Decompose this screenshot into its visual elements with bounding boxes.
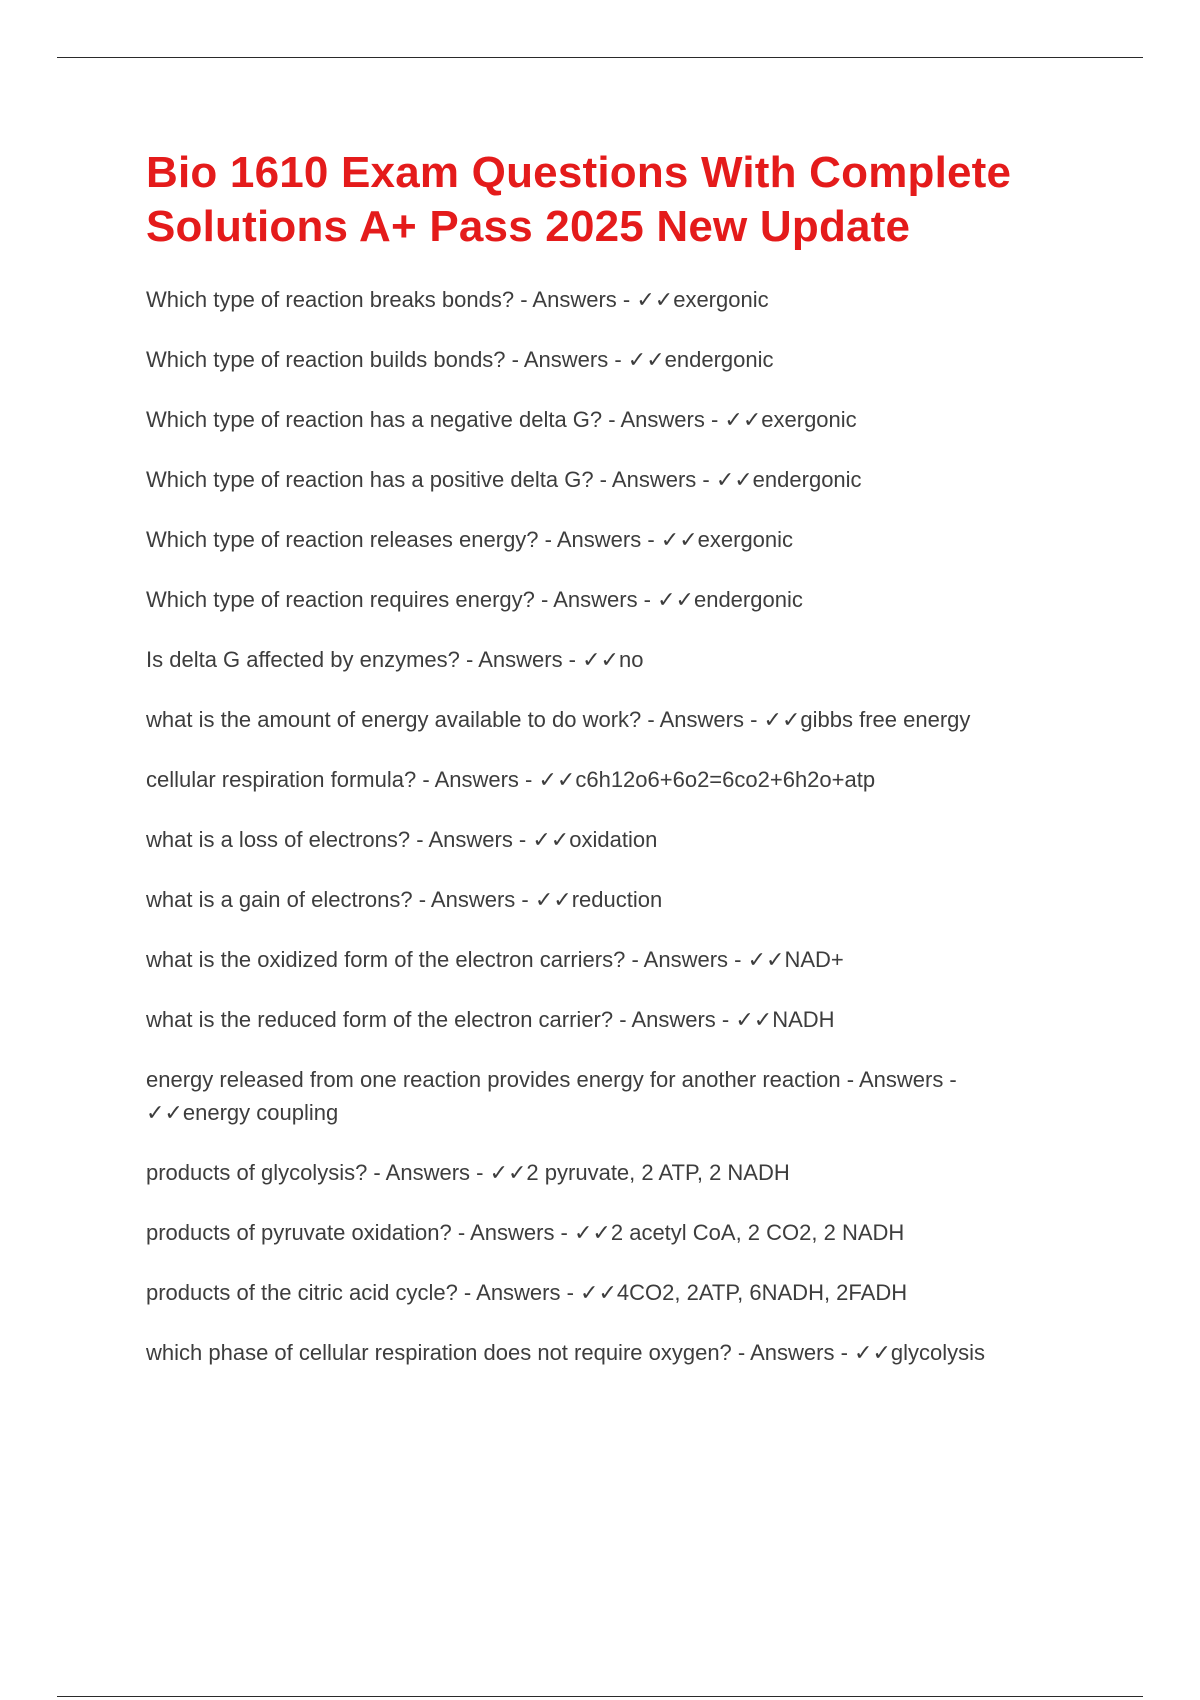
qa-item: products of the citric acid cycle? - Answers - ✓✓4CO2, 2ATP, 6NADH, 2FADH <box>146 1280 908 1305</box>
qa-item: what is a loss of electrons? - Answers - ✓✓oxidation <box>146 827 658 852</box>
document-title: Bio 1610 Exam Questions With Complete Solutions A+ Pass 2025 New Update <box>146 148 1012 251</box>
qa-item: what is a gain of electrons? - Answers - ✓✓reduction <box>146 887 663 912</box>
qa-item: cellular respiration formula? - Answers - ✓✓c6h12o6+6o2=6co2+6h2o+atp <box>146 767 876 792</box>
qa-item: what is the oxidized form of the electron carriers? - Answers - ✓✓NAD+ <box>146 947 844 972</box>
qa-item: products of pyruvate oxidation? - Answers - ✓✓2 acetyl CoA, 2 CO2, 2 NADH <box>146 1220 905 1245</box>
qa-item: energy released from one reaction provides energy for another reaction - Answers - ✓✓energy coupling <box>146 1067 957 1125</box>
qa-item: Which type of reaction has a positive delta G? - Answers - ✓✓endergonic <box>146 467 862 492</box>
qa-item: Is delta G affected by enzymes? - Answers - ✓✓no <box>146 647 644 672</box>
qa-item: what is the reduced form of the electron carrier? - Answers - ✓✓NADH <box>146 1007 835 1032</box>
qa-item: Which type of reaction breaks bonds? - Answers - ✓✓exergonic <box>146 287 769 312</box>
qa-item: what is the amount of energy available to do work? - Answers - ✓✓gibbs free energy <box>146 707 971 732</box>
qa-item: Which type of reaction builds bonds? - Answers - ✓✓endergonic <box>146 347 774 372</box>
qa-item: Which type of reaction has a negative delta G? - Answers - ✓✓exergonic <box>146 407 857 432</box>
top-divider <box>57 57 1143 58</box>
qa-list <box>146 283 1066 1396</box>
qa-item: Which type of reaction requires energy? - Answers - ✓✓endergonic <box>146 587 803 612</box>
qa-item: Which type of reaction releases energy? - Answers - ✓✓exergonic <box>146 527 794 552</box>
bottom-divider <box>57 1696 1143 1697</box>
qa-item: products of glycolysis? - Answers - ✓✓2 pyruvate, 2 ATP, 2 NADH <box>146 1160 790 1185</box>
qa-item: which phase of cellular respiration does not require oxygen? - Answers - ✓✓glycolysis <box>146 1340 986 1365</box>
